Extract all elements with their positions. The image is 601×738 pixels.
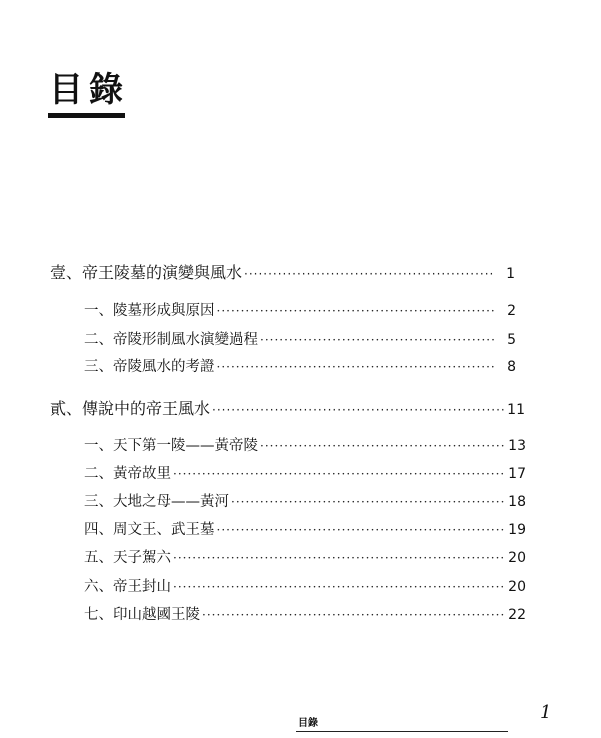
toc-entry-label: 三、帝陵風水的考證 — [84, 359, 215, 375]
dot-leader — [173, 575, 506, 599]
page-number: 1 — [540, 702, 552, 723]
footer-rule — [296, 731, 508, 732]
toc-entry[interactable] — [84, 328, 516, 352]
dot-leader — [231, 490, 506, 514]
dot-leader — [212, 398, 505, 422]
toc-entry[interactable] — [84, 603, 526, 627]
dot-leader — [217, 355, 497, 379]
toc-page-number: 8 — [507, 359, 516, 375]
toc-entry-label: 二、帝陵形制風水演變過程 — [84, 332, 258, 348]
toc-page-number: 20 — [508, 550, 526, 566]
dot-leader — [217, 299, 497, 323]
dot-leader — [244, 262, 495, 286]
toc-page-number: 13 — [508, 438, 526, 454]
toc-page-number: 17 — [508, 466, 526, 482]
toc-page-number: 20 — [508, 579, 526, 595]
toc-entry[interactable] — [84, 518, 526, 542]
toc-entry-label: 一、天下第一陵——黃帝陵 — [84, 438, 258, 454]
toc-section-1[interactable] — [50, 261, 515, 285]
page-title: 目錄 — [49, 70, 129, 110]
dot-leader — [173, 462, 506, 486]
toc-page-number: 2 — [507, 303, 516, 319]
dot-leader — [202, 603, 506, 627]
toc-entry-label: 五、天子駕六 — [84, 550, 171, 566]
toc-entry[interactable] — [84, 355, 516, 379]
dot-leader — [260, 328, 496, 352]
toc-entry-label: 一、陵墓形成與原因 — [84, 303, 215, 319]
toc-entry-label: 二、黃帝故里 — [84, 466, 171, 482]
toc-entry[interactable] — [84, 490, 526, 514]
toc-entry-label: 六、帝王封山 — [84, 579, 171, 595]
toc-page-number: 5 — [507, 332, 516, 348]
toc-page-number: 18 — [508, 494, 526, 510]
dot-leader — [217, 518, 507, 542]
toc-entry[interactable] — [84, 462, 526, 486]
dot-leader — [173, 546, 506, 570]
toc-entry-label: 四、周文王、武王墓 — [84, 522, 215, 538]
toc-entry[interactable] — [84, 546, 526, 570]
toc-page-number: 11 — [507, 402, 525, 418]
toc-entry[interactable] — [84, 575, 526, 599]
toc-entry[interactable] — [84, 434, 526, 458]
toc-section-label: 壹、帝王陵墓的演變與風水 — [50, 263, 243, 282]
toc-entry-label: 七、印山越國王陵 — [84, 607, 200, 623]
toc-page-number: 19 — [508, 522, 526, 538]
toc-entry-label: 三、大地之母——黃河 — [84, 494, 229, 510]
toc-section-label: 貳、傳說中的帝王風水 — [50, 399, 211, 418]
toc-entry[interactable] — [84, 299, 516, 323]
toc-section-2[interactable] — [50, 397, 525, 421]
toc-page-number: 22 — [508, 607, 526, 623]
dot-leader — [260, 434, 506, 458]
running-footer-label: 目錄 — [298, 718, 318, 729]
toc-page-number: 1 — [506, 266, 515, 282]
